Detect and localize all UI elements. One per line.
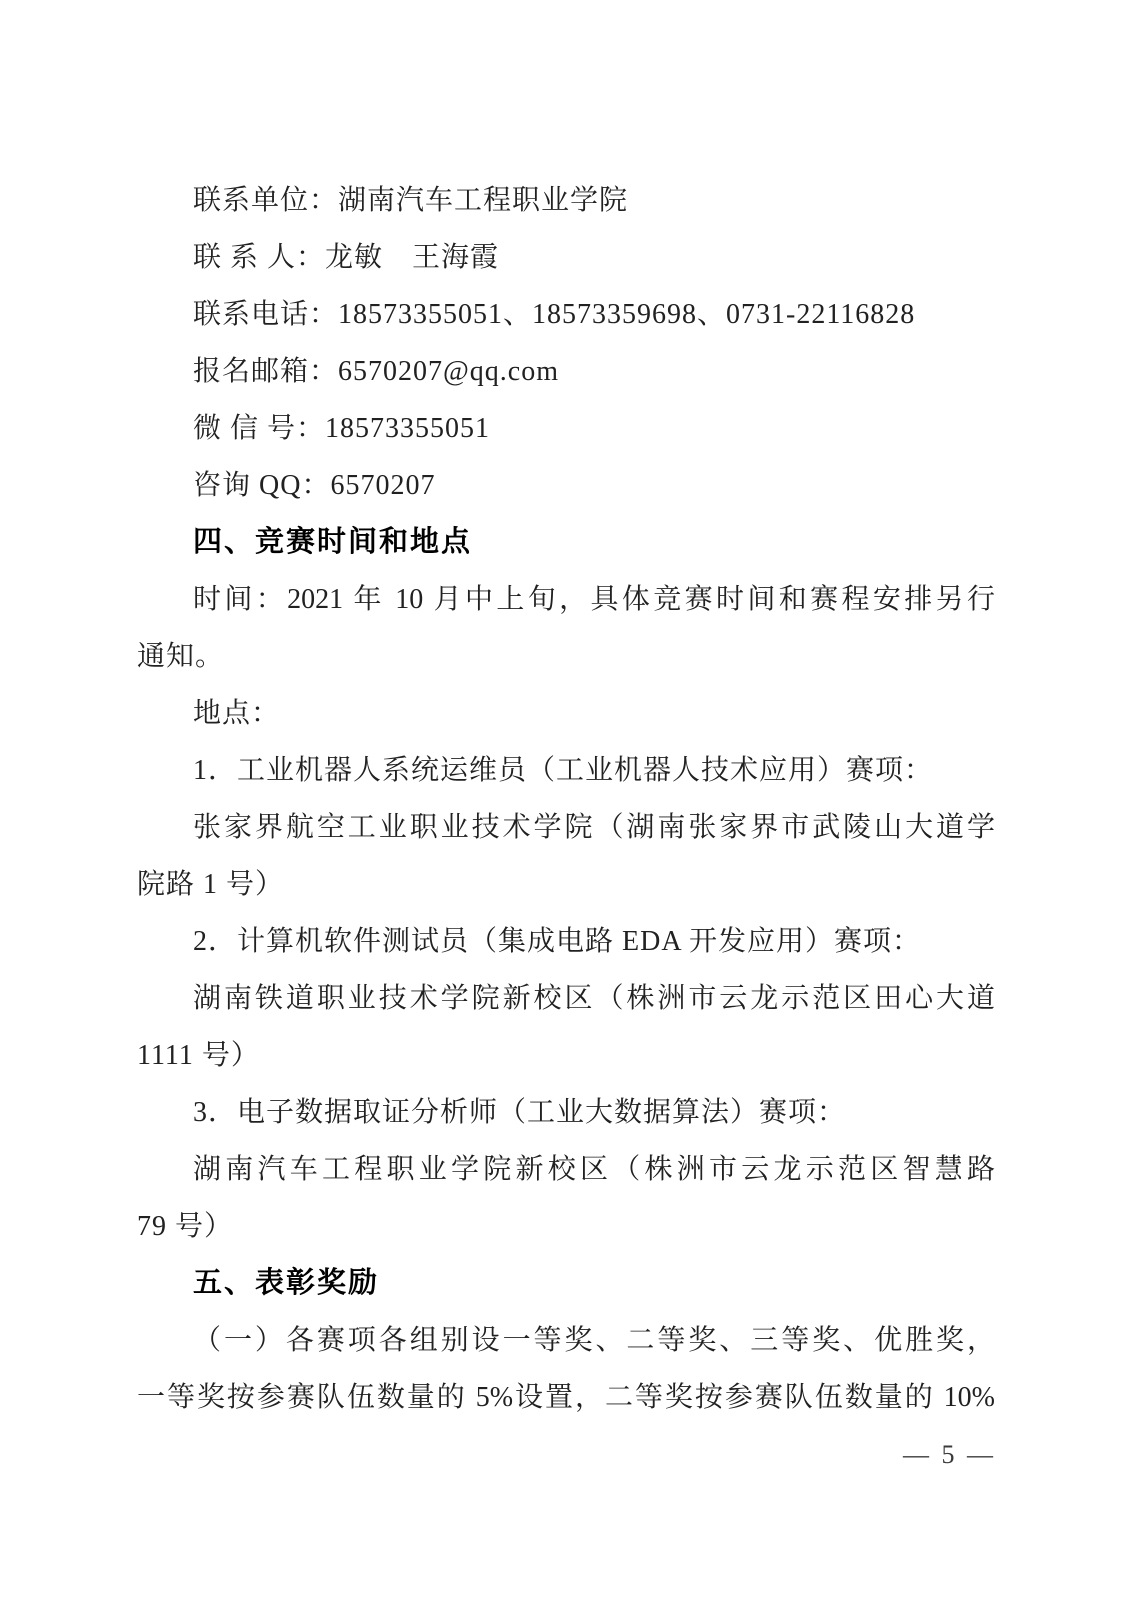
text-line: 张家界航空工业职业技术学院（湖南张家界市武陵山大道学 [193,812,995,843]
text-line: 湖南汽车工程职业学院新校区（株洲市云龙示范区智慧路 [193,1154,995,1185]
text-line: 院路 1 号） [137,869,285,900]
section-heading: 五、表彰奖励 [193,1267,380,1299]
text-line: 湖南铁道职业技术学院新校区（株洲市云龙示范区田心大道 [193,983,995,1014]
text-line: 一等奖按参赛队伍数量的 5%设置，二等奖按参赛队伍数量的 10% [137,1382,995,1413]
document-body [137,172,995,1426]
text-line: 2．计算机软件测试员（集成电路 EDA 开发应用）赛项： [193,926,922,957]
text-line: 地点： [193,698,281,729]
section-heading: 四、竞赛时间和地点 [193,526,473,558]
text-line: 79 号） [137,1211,234,1242]
page-number: — 5 — [903,1440,996,1469]
text-line: 联 系 人：龙敏 王海霞 [193,242,500,273]
text-line: 1111 号） [137,1040,260,1071]
text-line: 报名邮箱：6570207@qq.com [193,356,559,387]
text-line: 通知。 [137,641,225,672]
text-line: （一）各赛项各组别设一等奖、二等奖、三等奖、优胜奖， [193,1325,995,1356]
text-line: 微 信 号：18573355051 [193,413,491,444]
text-line: 时间：2021 年 10 月中上旬，具体竞赛时间和赛程安排另行 [193,584,995,615]
text-line: 1．工业机器人系统运维员（工业机器人技术应用）赛项： [193,755,934,786]
text-line: 联系电话：18573355051、18573359698、0731-22116828 [193,299,916,330]
text-line: 联系单位：湖南汽车工程职业学院 [193,185,629,216]
text-line: 咨询 QQ：6570207 [193,470,436,501]
text-line: 3．电子数据取证分析师（工业大数据算法）赛项： [193,1097,847,1128]
